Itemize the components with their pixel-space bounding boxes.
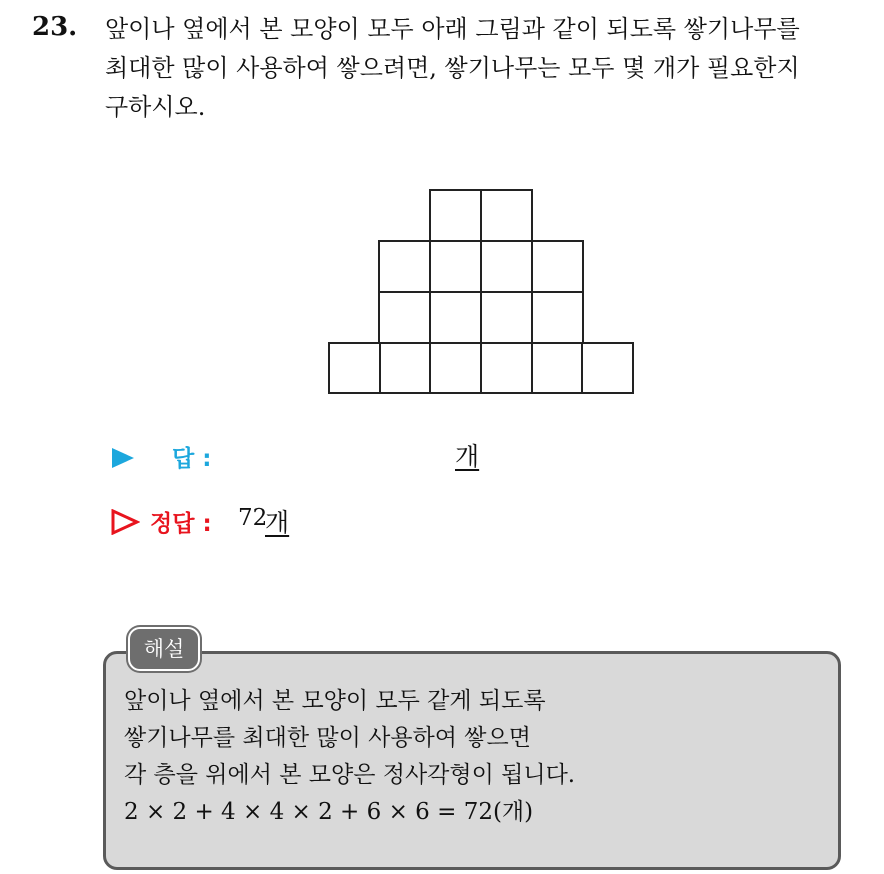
question-line: 구하시오. <box>105 93 206 121</box>
outline-arrow-icon <box>110 509 140 535</box>
answer-blank-unit: 개 <box>455 442 480 471</box>
block-square <box>329 343 380 393</box>
block-square <box>379 241 430 292</box>
correct-answer-label: 정답 : <box>150 511 212 537</box>
block-square <box>430 190 481 241</box>
block-square <box>430 343 481 393</box>
block-square <box>481 241 532 292</box>
correct-answer-unit: 개 <box>265 508 290 537</box>
block-square <box>481 292 532 343</box>
block-square <box>430 241 481 292</box>
explanation-line: 앞이나 옆에서 본 모양이 모두 같게 되도록 <box>124 688 546 714</box>
question-number: 23. <box>32 12 78 42</box>
block-square <box>481 343 532 393</box>
answer-label: 답 : <box>172 446 212 472</box>
block-square <box>379 292 430 343</box>
block-square <box>380 343 430 393</box>
block-square <box>582 343 633 393</box>
question-line: 최대한 많이 사용하여 쌓으려면, 쌓기나무는 모두 몇 개가 필요한지 <box>105 54 800 82</box>
block-square <box>532 241 583 292</box>
explanation-formula: 2 × 2 + 4 × 4 × 2 + 6 × 6 = 72(개) <box>124 799 534 825</box>
explanation-text <box>124 683 575 831</box>
block-square <box>532 292 583 343</box>
block-square <box>430 292 481 343</box>
explanation-line: 쌓기나무를 최대한 많이 사용하여 쌓으면 <box>124 725 531 751</box>
correct-answer-value: 72 <box>238 505 268 531</box>
block-square <box>532 343 582 393</box>
explanation-tab: 해설 <box>128 627 200 671</box>
block-square <box>481 190 532 241</box>
question-line: 앞이나 옆에서 본 모양이 모두 아래 그림과 같이 되도록 쌓기나무를 <box>105 15 800 43</box>
play-arrow-icon <box>110 447 136 469</box>
explanation-line: 각 층을 위에서 본 모양은 정사각형이 됩니다. <box>124 762 576 788</box>
